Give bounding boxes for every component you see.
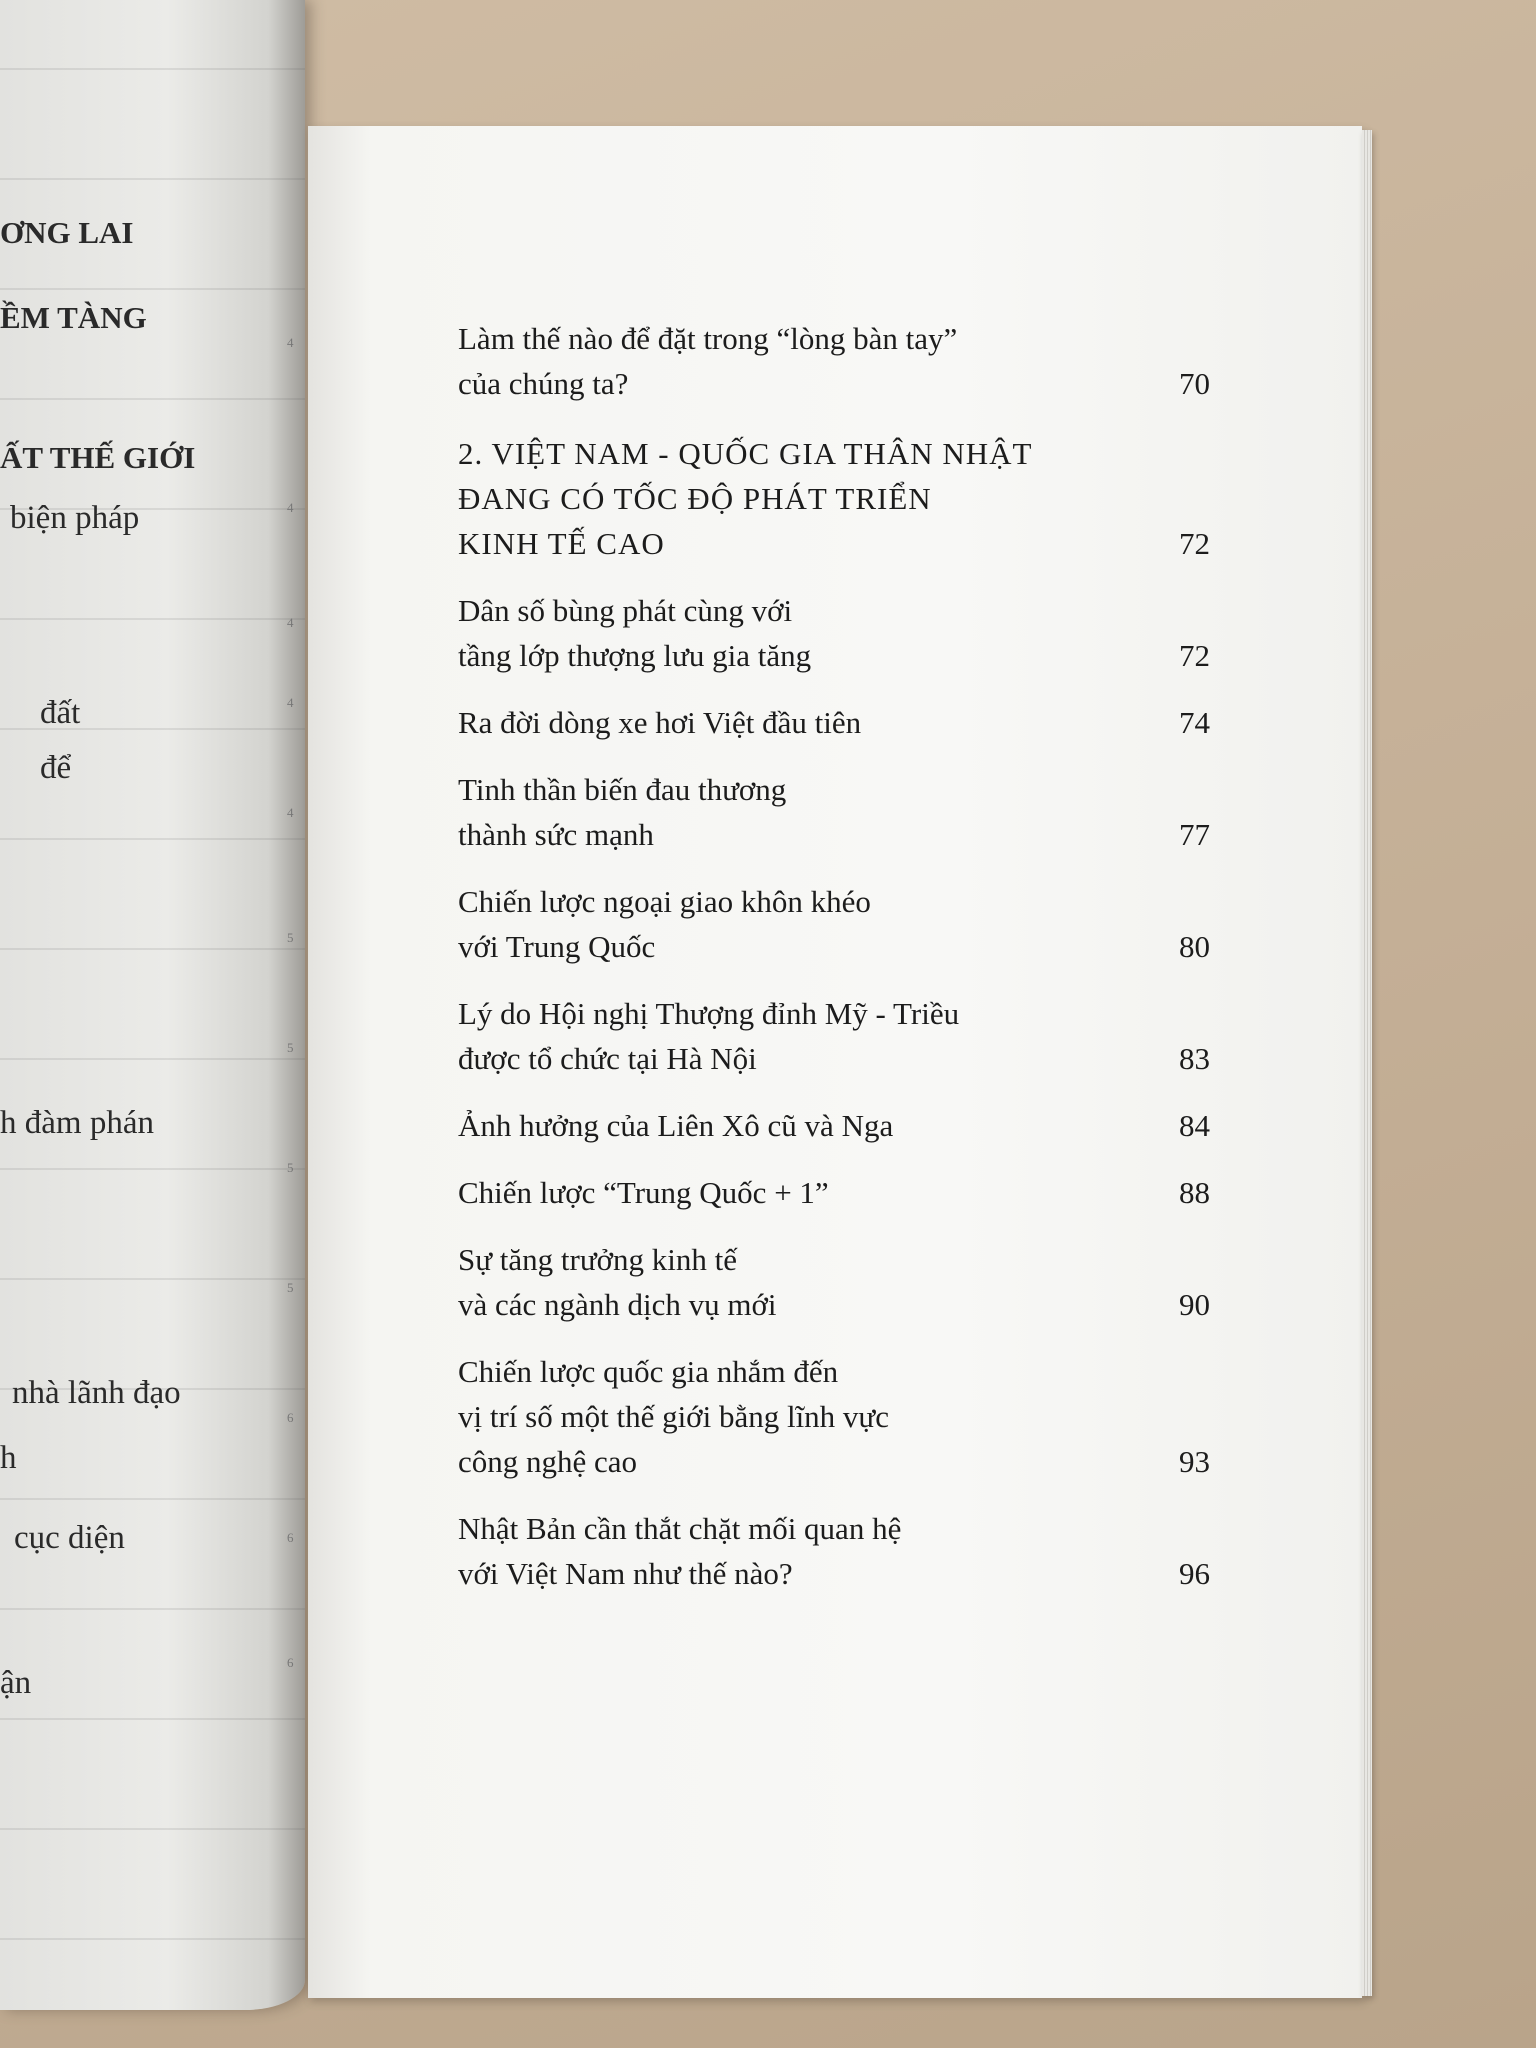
toc-entry [458,431,1210,566]
toc-entry-title-line: ĐANG CÓ TỐC ĐỘ PHÁT TRIỂN [458,481,932,516]
toc-entry-title-line: Ra đời dòng xe hơi Việt đầu tiên [458,705,862,740]
toc-entry-title-line: với Trung Quốc [458,929,656,964]
toc-entry-title-line: Tinh thần biến đau thương [458,772,787,807]
page-edges [1362,130,1372,1996]
left-page-number: 6 [287,1410,294,1425]
toc-entry [458,1349,1210,1484]
left-page-line: h [0,1440,17,1476]
left-page-number: 5 [287,1280,294,1295]
table-of-contents [458,316,1210,1596]
left-page-number: 4 [287,695,294,710]
left-page-number: 4 [287,615,294,630]
left-page-line: cục diện [14,1520,125,1556]
toc-entry-title-line: Ảnh hưởng của Liên Xô cũ và Nga [458,1108,894,1143]
toc-entry-page-number: 88 [1179,1175,1210,1210]
left-page-number: 6 [287,1530,294,1545]
toc-entry-page-number: 77 [1179,817,1210,852]
toc-entry-title-line: và các ngành dịch vụ mới [458,1287,777,1322]
toc-entry [458,1170,1210,1215]
toc-entry [458,1506,1210,1596]
left-page-line: đất [40,695,81,731]
toc-entry-page-number: 90 [1179,1287,1210,1322]
right-page [308,126,1362,1998]
toc-entry [458,588,1210,678]
toc-entry-title-line: của chúng ta? [458,366,629,401]
toc-entry-title-line: Chiến lược quốc gia nhắm đến [458,1354,839,1389]
left-page-number: 4 [287,335,294,350]
toc-entry-title-line: công nghệ cao [458,1444,638,1479]
toc-entry-title-line: thành sức mạnh [458,817,654,852]
toc-entry [458,316,1210,406]
left-page-line: ận [0,1665,32,1701]
toc-entry-title-line: tầng lớp thượng lưu gia tăng [458,638,812,673]
left-page-number: 5 [287,930,294,945]
left-page-line: h đàm phán [0,1105,154,1141]
toc-entry-title-line: 2. VIỆT NAM - QUỐC GIA THÂN NHẬT [458,436,1033,471]
toc-entry-title-line: Nhật Bản cần thắt chặt mối quan hệ [458,1511,902,1546]
left-page-line: biện pháp [10,500,140,536]
toc-entry-page-number: 74 [1179,705,1210,740]
toc-entry [458,879,1210,969]
toc-entry-title-line: được tổ chức tại Hà Nội [458,1041,757,1076]
left-page-number: 4 [287,500,294,515]
toc-entry-title-line: Làm thế nào để đặt trong “lòng bàn tay” [458,321,958,356]
toc-entry-page-number: 80 [1179,929,1210,964]
toc-entry [458,991,1210,1081]
toc-entry-page-number: 84 [1179,1108,1210,1143]
left-page-line: ỀM TÀNG [0,300,147,335]
toc-entry-page-number: 72 [1179,638,1210,673]
toc-entry-page-number: 70 [1179,366,1210,401]
toc-entry-page-number: 96 [1179,1556,1210,1591]
toc-entry-title-line: Lý do Hội nghị Thượng đỉnh Mỹ - Triều [458,996,960,1031]
toc-entry-title-line: KINH TẾ CAO [458,526,665,561]
left-page-line: để [40,750,72,786]
left-page-number: 5 [287,1040,294,1055]
toc-entry-page-number: 83 [1179,1041,1210,1076]
toc-entry-title-line: Dân số bùng phát cùng với [458,593,793,628]
toc-entry-title-line: Sự tăng trưởng kinh tế [458,1242,738,1277]
toc-entry [458,1103,1210,1148]
toc-entry-page-number: 72 [1179,526,1210,561]
toc-entry-title-line: vị trí số một thế giới bằng lĩnh vực [458,1399,889,1434]
left-page-number: 6 [287,1655,294,1670]
left-page-number: 4 [287,805,294,820]
left-page [0,0,305,2010]
left-page-number: 5 [287,1160,294,1175]
toc-entry [458,1237,1210,1327]
toc-entry-title-line: Chiến lược ngoại giao khôn khéo [458,884,871,919]
left-page-line: ẤT THẾ GIỚI [0,440,196,475]
toc-entry-title-line: Chiến lược “Trung Quốc + 1” [458,1175,829,1210]
toc-entry-page-number: 93 [1179,1444,1210,1479]
toc-entry [458,700,1210,745]
toc-entry [458,767,1210,857]
left-page-line: ƠNG LAI [0,215,134,250]
left-page-line: nhà lãnh đạo [12,1375,181,1411]
toc-entry-title-line: với Việt Nam như thế nào? [458,1556,793,1591]
